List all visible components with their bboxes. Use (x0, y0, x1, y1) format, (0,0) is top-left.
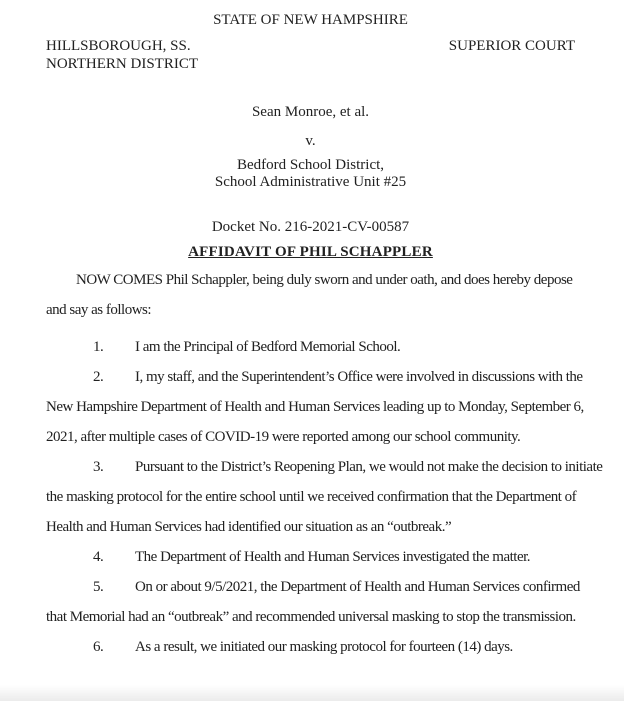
paragraph-6-text: As a result, we initiated our masking protocol for fourteen (14) days. (135, 639, 513, 655)
intro-line-1: NOW COMES Phil Schappler, being duly sworn and under oath, and does hereby depose (76, 272, 573, 288)
paragraph-spacer (46, 325, 575, 332)
paragraph-4-number: 4. (93, 549, 104, 565)
court-state-heading: STATE OF NEW HAMPSHIRE (213, 12, 408, 28)
case-caption (46, 103, 575, 236)
paragraph-5-line-2: that Memorial had an “outbreak” and recommended universal masking to stop the transmission. (46, 609, 576, 625)
defendant-name-line2: School Administrative Unit #25 (214, 174, 407, 190)
page-bottom-shadow (0, 685, 624, 701)
venue-left-block (46, 37, 198, 73)
paragraph-2-text: I, my staff, and the Superintendent’s Office were involved in discussions with the (135, 369, 583, 385)
paragraph-6-number: 6. (93, 639, 104, 655)
paragraph-5-number: 5. (93, 579, 104, 595)
docket-number: Docket No. 216-2021-CV-00587 (211, 219, 410, 235)
paragraph-3-text: Pursuant to the District’s Reopening Plan, we would not make the decision to initiate (135, 459, 603, 475)
paragraph-5-line-1 (46, 572, 580, 602)
versus-label: v. (305, 133, 316, 149)
court-name-label: SUPERIOR COURT (448, 38, 575, 54)
paragraph-3-line-2: the masking protocol for the entire school until we received confirmation that the Department of (46, 489, 577, 505)
paragraph-1-line-1 (46, 332, 575, 362)
defendant-name-line1: Bedford School District, (236, 157, 385, 173)
paragraph-1-text: I am the Principal of Bedford Memorial School. (135, 339, 401, 355)
paragraph-2-line-1 (46, 362, 583, 392)
paragraph-5-text: On or about 9/5/2021, the Department of Health and Human Services confirmed (135, 579, 580, 595)
paragraph-4-text: The Department of Health and Human Services investigated the matter. (135, 549, 531, 565)
district-label: NORTHERN DISTRICT (46, 56, 199, 72)
intro-line-2: and say as follows: (46, 302, 152, 318)
paragraph-3-number: 3. (93, 459, 104, 475)
paragraph-1-number: 1. (93, 339, 104, 355)
paragraph-2-number: 2. (93, 369, 104, 385)
paragraph-3-line-1 (46, 452, 603, 482)
paragraph-3-line-3: Health and Human Services had identified our situation as an “outbreak.” (46, 519, 452, 535)
venue-row (46, 37, 575, 73)
document-title: AFFIDAVIT OF PHIL SCHAPPLER (188, 244, 433, 260)
paragraph-2-line-2: New Hampshire Department of Health and Human Services leading up to Monday, September 6, (46, 399, 584, 415)
paragraph-6-line-1 (46, 632, 575, 662)
affidavit-body (46, 265, 603, 662)
county-label: HILLSBOROUGH, SS. (46, 38, 191, 54)
paragraph-2-line-3: 2021, after multiple cases of COVID-19 were reported among our school community. (46, 429, 521, 445)
plaintiff-name: Sean Monroe, et al. (251, 104, 370, 120)
paragraph-4-line-1 (46, 542, 575, 572)
